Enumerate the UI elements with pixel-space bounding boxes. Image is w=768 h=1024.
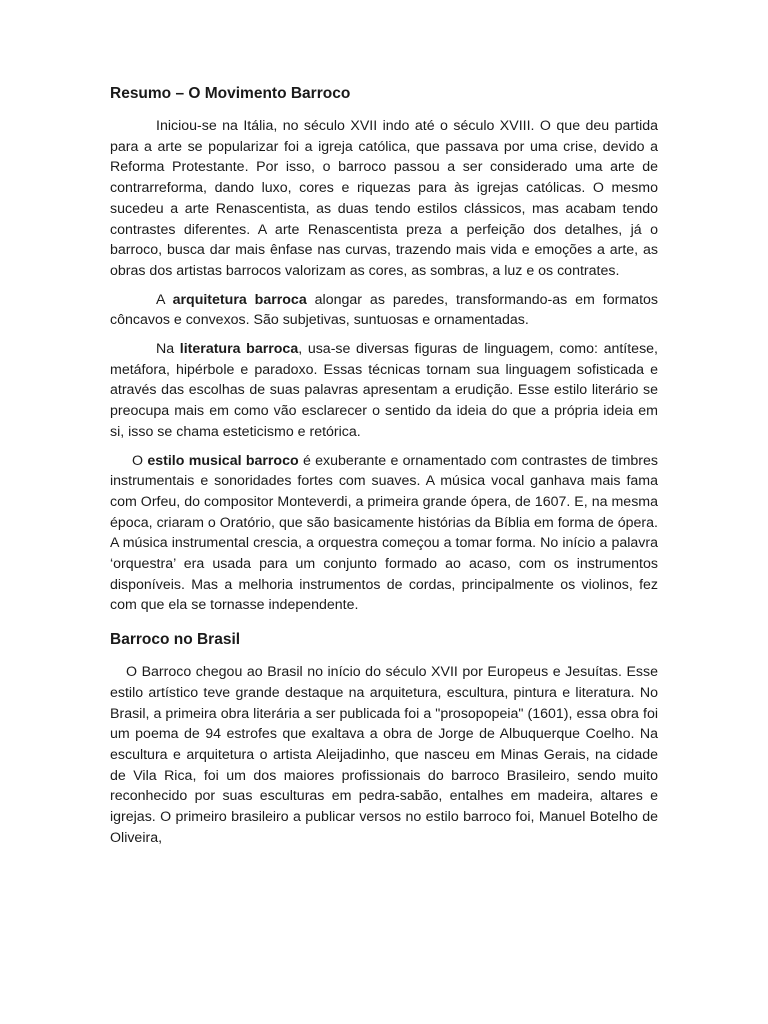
document-page — [110, 84, 658, 857]
musical-paragraph — [110, 451, 658, 617]
intro-paragraph: Iniciou-se na Itália, no século XVII indo até o século XVIII. O que deu partida para a arte se popularizar foi a igreja católica, que passava por uma crise, devido a Reforma Protestante. Por isso, o barroco passou a ser considerado uma arte de contrarreforma, dando luxo, cores e riquezas para às igrejas católicas. O mesmo sucedeu a arte Renascentista, as duas tendo estilos clássicos, mas acabam tendo contrastes diferentes. A arte Renascentista preza a perfeição dos detalhes, já o barroco, busca dar mais ênfase nas curvas, trazendo mais vida e emoções a arte, as obras dos artistas barrocos valorizam as cores, as sombras, a luz e os contrates. — [110, 118, 658, 279]
literatura-pre: Na — [156, 341, 180, 358]
literatura-term: literatura barroca — [179, 341, 299, 358]
arquitetura-paragraph — [110, 290, 658, 331]
brasil-paragraph: O Barroco chegou ao Brasil no início do século XVII por Europeus e Jesuítas. Esse estilo artístico teve grande destaque na arquitetura, escultura, pintura e literatura. No Brasil, a primeira obra literária a ser publicada foi a "prosopopeia" (1601), essa obra foi um poema de 94 estrofes que exaltava a obra de Jorge de Albuquerque Coelho. Na escultura e arquitetura o artista Aleijadinho, que nasceu em Minas Gerais, na cidade de Vila Rica, foi um dos maiores profissionais do barroco Brasileiro, sendo muito reconhecido por suas esculturas em pedra-sabão, entalhes em madeira, altares e igrejas. O primeiro brasileiro a publicar versos no estilo barroco foi, Manuel Botelho de Oliveira, — [110, 664, 658, 846]
musical-term: estilo musical barroco — [147, 452, 299, 469]
arquitetura-pre: A — [156, 291, 173, 308]
section-brasil-title: Barroco no Brasil — [110, 631, 241, 649]
musical-body: é exuberante e ornamentado com contrastes de timbres instrumentais e sonoridades fortes com suaves. A música vocal ganhava mais fama com Orfeu, do compositor Monteverdi, a primeira grande ópera, de 1607. E, na mesma época, criaram o Oratório, que são basicamente histórias da Bíblia em forma de ópera. A música instrumental crescia, a orquestra começou a tomar forma. No início a palavra ‘orquestra’ era usada para um conjunto formado ao acaso, com os instrumentos disponíveis. Mas a melhoria instrumentos de cordas, principalmente os violinos, fez com que ela se tornasse independente. — [110, 452, 658, 614]
literatura-paragraph — [110, 339, 658, 443]
arquitetura-term: arquitetura barroca — [172, 291, 307, 308]
arquitetura-body: alongar as paredes, transformando-as em formatos côncavos e convexos. São subjetivas, suntuosas e ornamentadas. — [110, 291, 658, 329]
literatura-body: , usa-se diversas figuras de linguagem, como: antítese, metáfora, hipérbole e paradoxo. Essas técnicas tornam sua linguagem sofisticada e através das escolhas de suas palavras apresentam a erudição. Esse estilo literário se preocupa mais em como vão esclarecer o sentido da ideia do que a própria ideia em si, isso se chama esteticismo e retórica. — [110, 341, 658, 440]
document-title: Resumo – O Movimento Barroco — [110, 85, 351, 102]
musical-pre: O — [132, 452, 148, 469]
